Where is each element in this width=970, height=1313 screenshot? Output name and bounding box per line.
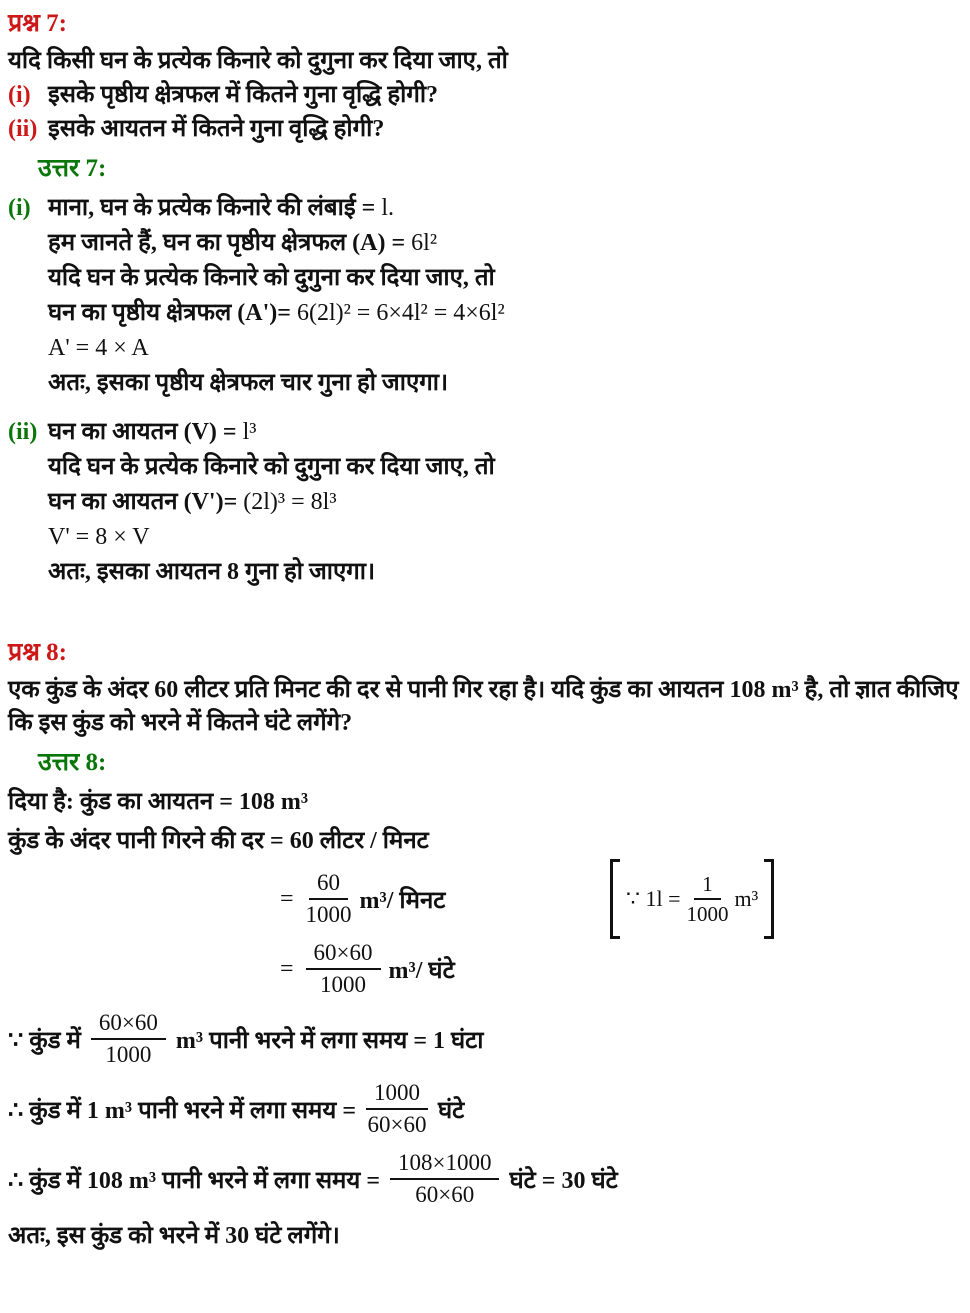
volume-formula: l³: [242, 419, 257, 445]
question8-text-line2: कि इस कुंड को भरने में कितने घंटे लगेंगे?: [8, 710, 353, 736]
new-volume-line: घन का आयतन (V')= (2l)³ = 8l³: [48, 489, 337, 515]
question7-item-i-marker: (i): [8, 82, 31, 108]
fraction-60x60-over-1000: $\frac{60\times 60}{1000}$: [306, 940, 381, 998]
answer7-part-i-marker: (i): [8, 195, 31, 221]
answer7-part-ii-body: [48, 416, 960, 591]
question7-item-ii: [8, 113, 960, 146]
doubling-condition-line-1: यदि घन के प्रत्येक किनारे को दुगुना कर दिया जाए, तो: [48, 265, 495, 291]
new-volume-formula: (2l)³ = 8l³: [243, 489, 337, 515]
new-surface-area-formula: 6(2l)² = 6×4l² = 4×6l²: [296, 300, 505, 326]
rate-per-hour-equation: [280, 940, 960, 998]
answer8-section: [8, 747, 960, 1253]
rate-per-minute-equation: [280, 870, 960, 928]
question7-item-ii-marker: (ii): [8, 116, 38, 142]
because-1l-equals: ∵ 1l =: [626, 886, 681, 911]
fraction-108x1000-over-60x60: $\frac{108\times 1000}{60\times 60}$: [390, 1150, 499, 1208]
time-for-108-m3-statement: [8, 1150, 960, 1208]
fraction-60-over-1000: $\frac{60}{1000}$: [305, 870, 352, 927]
question7-item-i-text: इसके पृष्ठीय क्षेत्रफल में कितने गुना वृद्धि होगी?: [48, 82, 439, 108]
unit-m3: m³: [734, 886, 759, 911]
statement2-prefix: ∴ कुंड में 1 m³ पानी भरने में लगा समय =: [8, 1097, 356, 1124]
question8-section: [8, 637, 960, 740]
edge-length-symbol: l.: [381, 195, 394, 221]
new-surface-area-line: घन का पृष्ठीय क्षेत्रफल (A')= 6(2l)² = 6×4l² = 4×6l²: [48, 300, 505, 326]
litre-conversion-note-body: [620, 859, 764, 939]
fraction-1000-over-60x60: $\frac{1000}{60\times 60}$: [367, 1080, 427, 1137]
time-for-rate-volume-statement: [8, 1010, 960, 1068]
question7-intro: यदि किसी घन के प्रत्येक किनारे को दुगुना कर दिया जाए, तो: [8, 48, 508, 74]
right-bracket-icon: [764, 859, 774, 939]
volume-formula-line: घन का आयतन (V) = l³: [48, 419, 257, 445]
question7-item-i: [8, 79, 960, 112]
answer7-part-ii: [8, 416, 960, 591]
answer7-part-i-body: [48, 192, 960, 402]
volume-conclusion-line: अतः, इसका आयतन 8 गुना हो जाएगा।: [48, 559, 376, 585]
answer7-part-ii-marker: (ii): [8, 419, 38, 445]
statement2-suffix: घंटे: [438, 1097, 465, 1124]
statement3-suffix: घंटे = 30 घंटे: [509, 1167, 618, 1194]
unit-m3-per-minute: m³/ मिनट: [359, 887, 446, 914]
statement1-prefix: ∵ कुंड में: [8, 1027, 81, 1054]
equals-sign: =: [280, 885, 294, 912]
final-conclusion-line: अतः, इस कुंड को भरने में 30 घंटे लगेंगे।: [8, 1223, 340, 1249]
question7-heading: प्रश्न 7:: [8, 10, 67, 37]
question7-item-ii-text: इसके आयतन में कितने गुना वृद्धि होगी?: [48, 116, 385, 142]
left-bracket-icon: [610, 859, 620, 939]
statement3-prefix: ∴ कुंड में 108 m³ पानी भरने में लगा समय =: [8, 1167, 380, 1194]
question7-section: [8, 8, 960, 146]
statement1-suffix: m³ पानी भरने में लगा समय = 1 घंटा: [175, 1027, 484, 1054]
fraction-1-over-1000: $\frac{1}{1000}$: [686, 872, 729, 926]
given-volume-line: दिया है: कुंड का आयतन = 108 m³: [8, 789, 309, 815]
area-conclusion-line: अतः, इसका पृष्ठीय क्षेत्रफल चार गुना हो जाएगा।: [48, 370, 449, 396]
question8-text-line1: एक कुंड के अंदर 60 लीटर प्रति मिनट की दर से पानी गिर रहा है। यदि कुंड का आयतन 108 m³ है, तो ज्ञात कीजिए: [8, 677, 959, 703]
volume-ratio-line: V' = 8 × V: [48, 524, 150, 550]
surface-area-formula: 6l²: [411, 230, 438, 256]
unit-m3-per-hour: m³/ घंटे: [388, 957, 455, 984]
assume-edge-length-line: माना, घन के प्रत्येक किनारे की लंबाई = l.: [48, 195, 394, 221]
doubling-condition-line-2: यदि घन के प्रत्येक किनारे को दुगुना कर दिया जाए, तो: [48, 454, 495, 480]
surface-area-formula-line: हम जानते हैं, घन का पृष्ठीय क्षेत्रफल (A) = 6l²: [48, 230, 438, 256]
answer7-section: [8, 153, 960, 591]
water-rate-line: कुंड के अंदर पानी गिरने की दर = 60 लीटर / मिनट: [8, 828, 429, 854]
fraction-60x60-over-1000-inline: $\frac{60\times 60}{1000}$: [91, 1010, 166, 1068]
answer8-heading: उत्तर 8:: [38, 749, 107, 776]
question8-heading: प्रश्न 8:: [8, 639, 67, 666]
time-for-one-m3-statement: [8, 1080, 960, 1138]
area-ratio-line: A' = 4 × A: [48, 335, 149, 361]
equals-sign: =: [280, 955, 294, 982]
answer7-heading: उत्तर 7:: [38, 155, 107, 182]
litre-conversion-note: [610, 859, 774, 939]
answer7-part-i: [8, 192, 960, 402]
